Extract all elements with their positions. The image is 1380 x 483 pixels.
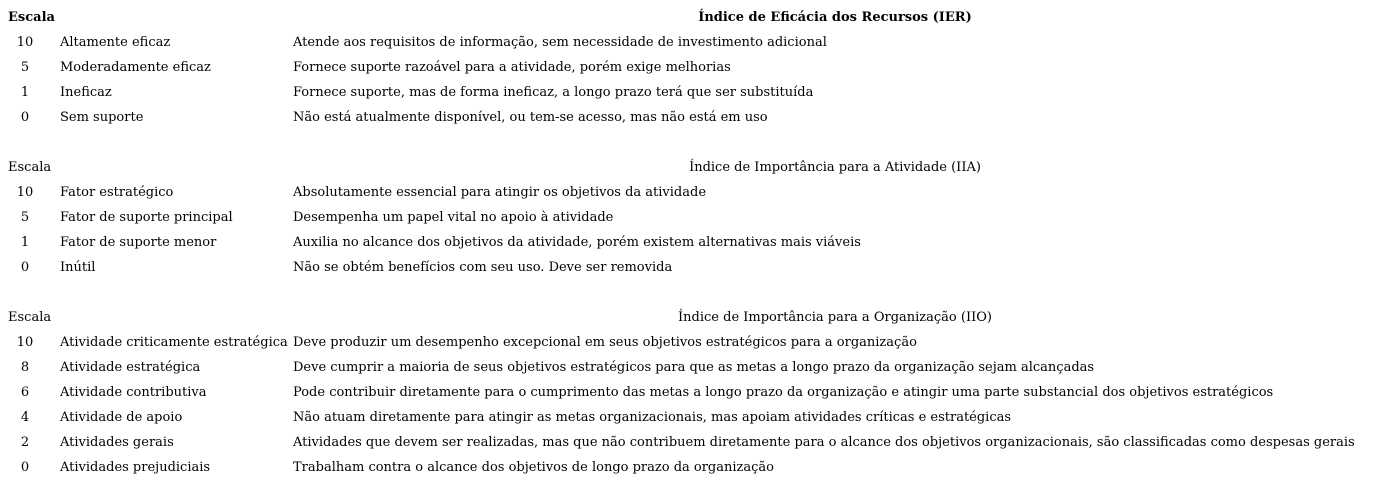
table-row xyxy=(0,255,1380,280)
level-name: Fator de suporte menor xyxy=(60,235,217,250)
level-name: Atividade criticamente estratégica xyxy=(60,335,288,350)
scale-column-header: Escala xyxy=(8,10,55,25)
table-row xyxy=(0,55,1380,80)
scale-value: 10 xyxy=(16,35,34,50)
level-name: Atividade de apoio xyxy=(60,410,183,425)
level-name: Atividades prejudiciais xyxy=(60,460,211,475)
level-description: Auxilia no alcance dos objetivos da atividade, porém existem alternativas mais viáveis xyxy=(293,235,861,250)
level-description: Deve produzir um desempenho excepcional em seus objetivos estratégicos para a organização xyxy=(293,335,917,350)
table-row xyxy=(0,405,1380,430)
level-description: Deve cumprir a maioria de seus objetivos estratégicos para que as metas a longo prazo da organização sejam alcançadas xyxy=(293,360,1095,375)
scale-value: 0 xyxy=(20,110,30,125)
scale-column-header: Escala xyxy=(8,160,52,175)
level-name: Sem suporte xyxy=(60,110,144,125)
table-row xyxy=(0,330,1380,355)
level-name: Atividades gerais xyxy=(60,435,174,450)
level-description: Não atuam diretamente para atingir as metas organizacionais, mas apoiam atividades críticas e estratégicas xyxy=(293,410,1012,425)
level-description: Não está atualmente disponível, ou tem-se acesso, mas não está em uso xyxy=(293,110,768,125)
scale-value: 0 xyxy=(20,260,30,275)
table-row xyxy=(0,205,1380,230)
level-description: Não se obtém benefícios com seu uso. Deve ser removida xyxy=(293,260,673,275)
level-name: Fator estratégico xyxy=(60,185,174,200)
scale-value: 6 xyxy=(20,385,30,400)
scale-value: 10 xyxy=(16,335,34,350)
level-name: Inútil xyxy=(60,260,96,275)
section-title: Índice de Importância para a Atividade (IIA) xyxy=(689,160,981,175)
table-row xyxy=(0,355,1380,380)
scale-value: 1 xyxy=(20,235,30,250)
level-description: Trabalham contra o alcance dos objetivos de longo prazo da organização xyxy=(293,460,774,475)
level-description: Fornece suporte, mas de forma ineficaz, a longo prazo terá que ser substituída xyxy=(293,85,814,100)
level-name: Altamente eficaz xyxy=(60,35,171,50)
level-description: Atividades que devem ser realizadas, mas que não contribuem diretamente para o alcance dos objetivos organizacionais, são classificadas como despesas gerais xyxy=(293,435,1355,450)
scale-value: 8 xyxy=(20,360,30,375)
section-header-iia xyxy=(0,155,1380,180)
scale-value: 4 xyxy=(20,410,30,425)
level-description: Absolutamente essencial para atingir os objetivos da atividade xyxy=(293,185,707,200)
table-row xyxy=(0,430,1380,455)
scale-value: 2 xyxy=(20,435,30,450)
section-header-iio xyxy=(0,305,1380,330)
level-name: Ineficaz xyxy=(60,85,112,100)
level-description: Fornece suporte razoável para a atividade, porém exige melhorias xyxy=(293,60,731,75)
table-row xyxy=(0,105,1380,130)
scale-value: 1 xyxy=(20,85,30,100)
scale-value: 5 xyxy=(20,60,30,75)
scale-value: 5 xyxy=(20,210,30,225)
table-row xyxy=(0,180,1380,205)
table-row xyxy=(0,455,1380,480)
level-name: Atividade contributiva xyxy=(60,385,207,400)
scale-value: 10 xyxy=(16,185,34,200)
section-title: Índice de Eficácia dos Recursos (IER) xyxy=(698,10,972,25)
section-header-ier xyxy=(0,5,1380,30)
table-row xyxy=(0,80,1380,105)
table-row xyxy=(0,30,1380,55)
level-name: Fator de suporte principal xyxy=(60,210,233,225)
scale-column-header: Escala xyxy=(8,310,52,325)
level-name: Moderadamente eficaz xyxy=(60,60,211,75)
table-row xyxy=(0,230,1380,255)
level-name: Atividade estratégica xyxy=(60,360,201,375)
level-description: Atende aos requisitos de informação, sem necessidade de investimento adicional xyxy=(293,35,827,50)
level-description: Desempenha um papel vital no apoio à atividade xyxy=(293,210,614,225)
table-row xyxy=(0,380,1380,405)
scale-value: 0 xyxy=(20,460,30,475)
section-title: Índice de Importância para a Organização (IIO) xyxy=(678,310,992,325)
level-description: Pode contribuir diretamente para o cumprimento das metas a longo prazo da organização e atingir uma parte substancial dos objetivos estratégicos xyxy=(293,385,1274,400)
